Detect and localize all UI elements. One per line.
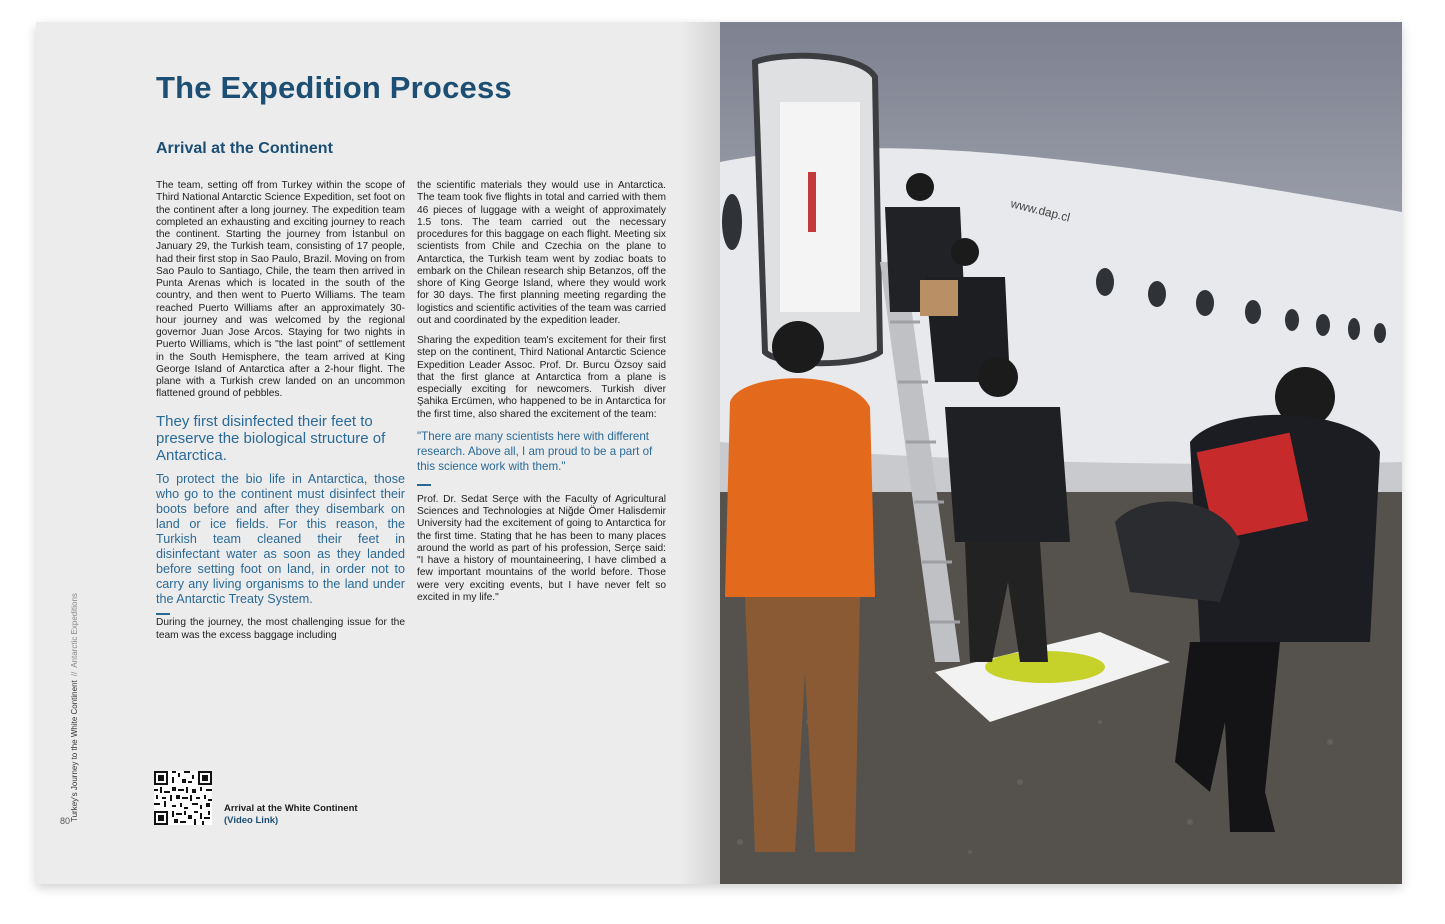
pullquote-title: They first disinfected their feet to preserve the biological structure of Antarctica.: [156, 412, 386, 464]
section-title: Arrival at the Continent: [156, 140, 333, 157]
body-paragraph: Sharing the expedition team's excitement for their first step on the continent, Third National Antarctic Science Expedition Leader Assoc. Prof. Dr. Burcu Özsoy said that the first glance at Antarctica from a plane is especially exciting for newcomers. Turkish diver Şahika Ercümen, who happened to be in Antarctica for the first time, also shared the excitement of the team:: [417, 335, 666, 420]
left-page: [36, 22, 720, 884]
divider: [156, 613, 170, 615]
video-link[interactable]: (Video Link): [224, 815, 279, 826]
body-paragraph: The team, setting off from Turkey within the scope of Third National Antarctic Science Expedition, set foot on the continent after a long journey. The expedition team completed an exhausting and exciting journey to reach the continent. Starting the journey from İstanbul on January 29, the Turkish team, consisting of 17 people, had their first stop in Sao Paulo, Brazil. Moving on from Sao Paulo to Santiago, Chile, the team then arrived in Punta Arenas which is located in the south of the country, and then went to Puerto Williams. The team reached Puerto Williams after an approximately 30-hour journey and was welcomed by the regional governor Juan Jose Arcos. Staying for two nights in Puerto Williams, which is "the last point" of settlement in the South Hemisphere, the team arrived at King George Island of Antarctica after a 2-hour flight. The plane with a Turkish crew landed on an uncommon flattened ground of pebbles.: [156, 180, 405, 400]
body-paragraph: During the journey, the most challenging issue for the team was the excess baggage including: [156, 617, 405, 641]
plane-livery-text: www.dap.cl: [1009, 196, 1072, 225]
page-number: 80: [60, 816, 71, 826]
running-subtitle: Antarctic Expeditions: [70, 593, 79, 668]
expedition-photo: [720, 22, 1402, 884]
body-paragraph: Prof. Dr. Sedat Serçe with the Faculty of Agricultural Sciences and Technologies at Niğde Ömer Halisdemir University had the excitement of going to Antarctica for the first time. Stating that he has been to many places around the world as part of his profession, Serçe said: "I have a history of mountaineering, I have climbed a few important mountains of the world before. Those were very exciting events, but I have never felt so excited in my life.": [417, 493, 666, 603]
running-separator: //: [70, 671, 79, 677]
running-title: Turkey's Journey to the White Continent: [70, 680, 79, 822]
qr-code-icon[interactable]: [154, 771, 212, 825]
pullquote-body: To protect the bio life in Antarctica, those who go to the continent must disinfect their boots before and after they disembark on land or ice fields. For this reason, the Turkish team cleaned their feet in disinfectant water as soon as they landed before setting foot on land, in order not to carry any living organisms to the land under the Antarctic Treaty System.: [156, 471, 405, 607]
quote: "There are many scientists here with different research. Above all, I am proud to be a part of this science work with them.": [417, 429, 653, 473]
text-column-1: [156, 180, 405, 650]
right-page-photo: [720, 22, 1402, 884]
video-title: Arrival at the White Continent: [224, 803, 358, 814]
text-column-2: [417, 180, 666, 612]
book-spread: [36, 22, 1402, 884]
page-title: The Expedition Process: [156, 70, 512, 105]
video-caption[interactable]: [224, 803, 358, 827]
running-header: [70, 593, 79, 822]
body-paragraph: the scientific materials they would use in Antarctica. The team took five flights in total and carried with them 46 pieces of luggage with a weight of approximately 1.5 tons. The team carried out the necessary procedures for this baggage on each flight. Meeting six scientists from Chile and Czechia on the plane to Antarctica, the Turkish team went by zodiac boats to embark on the Chilean research ship Betanzos, off the shore of King George Island, where they would work for 30 days. The first planning meeting regarding the logistics and scientific activities of the team was carried out and coordinated by the expedition leader.: [417, 180, 666, 326]
divider: [417, 484, 431, 486]
